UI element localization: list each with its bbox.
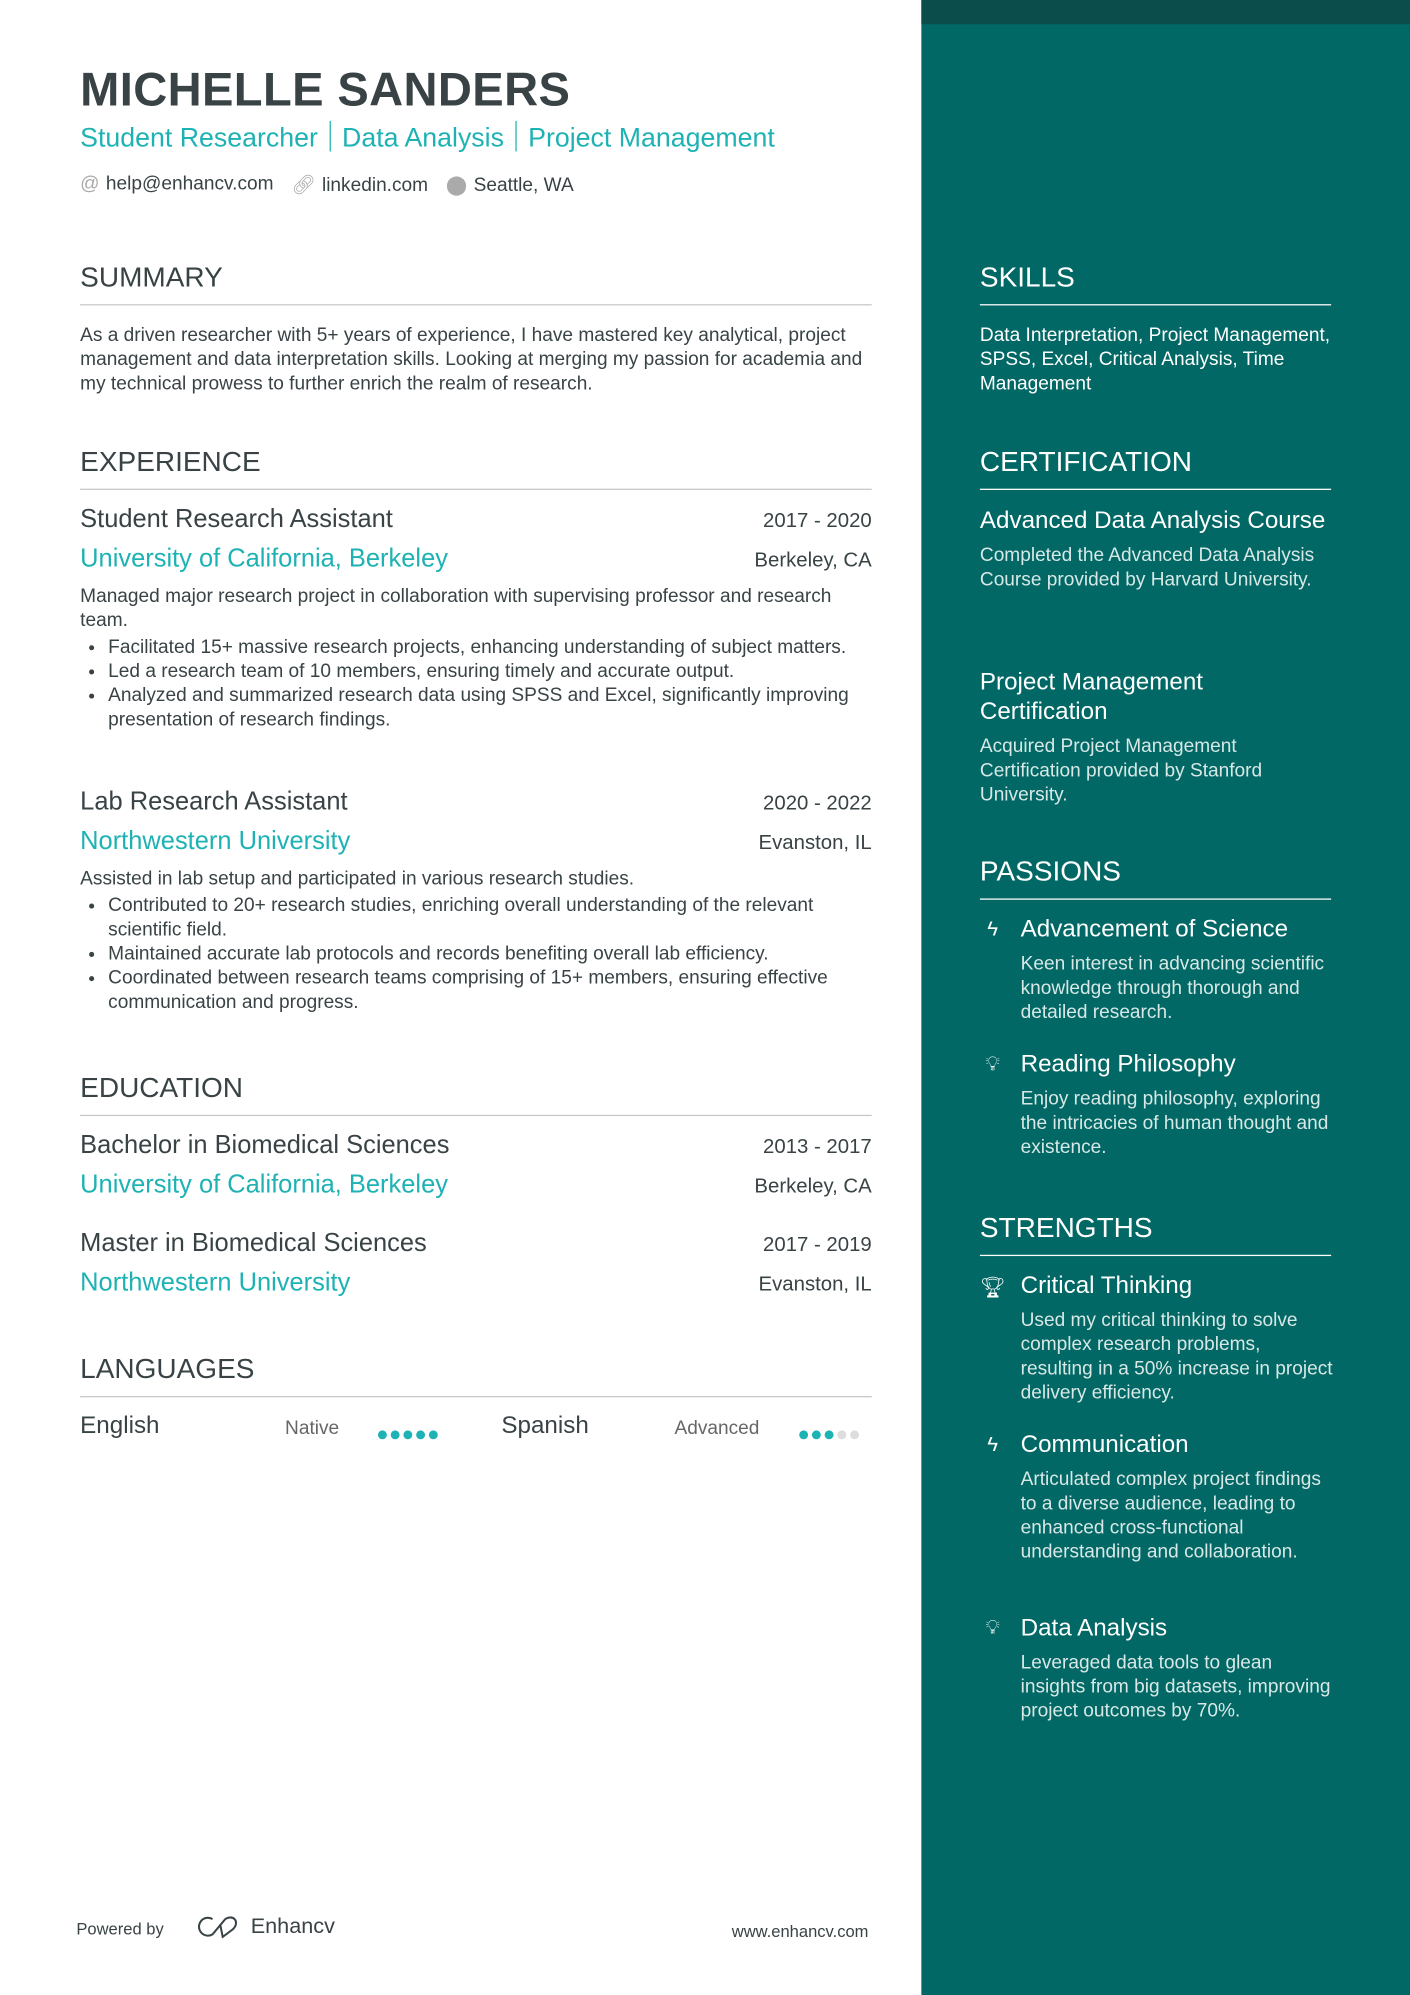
contact-info (80, 173, 574, 196)
linkedin-text: linkedin.com (321, 174, 429, 196)
rating-dot-filled (403, 1430, 412, 1439)
job-dates: 2017 - 2020 (763, 510, 872, 532)
rating-dot-filled (799, 1430, 808, 1439)
strength-title: Data Analysis (1020, 1614, 1168, 1642)
headline-item: Student Researcher (80, 123, 318, 153)
strength-item (980, 1432, 1336, 1564)
rating-dot-filled (429, 1430, 438, 1439)
enhancv-logo[interactable] (195, 1914, 335, 1939)
strength-desc: Leveraged data tools to glean insights from big datasets, improving project outcomes by 70%. (1020, 1651, 1331, 1722)
lightbulb-icon: 💡︎ (985, 1617, 1000, 1640)
company-name: Northwestern University (80, 827, 351, 856)
job-title: Student Research Assistant (80, 505, 393, 534)
rating-dot-filled (378, 1430, 387, 1439)
candidate-name: MICHELLE SANDERS (80, 63, 571, 116)
passions-heading: PASSIONS (980, 855, 1331, 900)
enhancv-logo-icon (195, 1914, 241, 1939)
rating-dot-filled (416, 1430, 425, 1439)
website-link[interactable]: www.enhancv.com (731, 1921, 869, 1941)
powered-by-label: Powered by (76, 1919, 164, 1939)
rating-dot-filled (825, 1430, 834, 1439)
bullet: • Led a research team of 10 members, ensuring timely and accurate output. (108, 659, 872, 683)
language-name: English (80, 1412, 160, 1440)
certification-item (980, 506, 1331, 591)
strength-desc: Used my critical thinking to solve complex research problems, resulting in a 50% increase in project delivery efficiency. (1020, 1309, 1333, 1404)
sidebar-top-strip (921, 0, 1410, 24)
job-location: Evanston, IL (758, 832, 872, 854)
job-title: Lab Research Assistant (80, 787, 348, 816)
strength-item (980, 1615, 1336, 1723)
language-name: Spanish (501, 1412, 589, 1440)
rating-dot-filled (391, 1430, 400, 1439)
language-level: Native (285, 1417, 340, 1440)
summary-text: As a driven researcher with 5+ years of experience, I have mastered key analytical, project management and data interpretation skills. Looking at merging my passion for academia and my technical prowess to further enrich the realm of research. (80, 324, 863, 395)
strength-title: Critical Thinking (1020, 1272, 1193, 1300)
edu-location: Evanston, IL (758, 1273, 872, 1296)
school-name: Northwestern University (80, 1268, 351, 1297)
job-location: Berkeley, CA (754, 549, 872, 572)
school-name: University of California, Berkeley (80, 1170, 448, 1199)
at-icon: @ (80, 173, 100, 195)
language-rating (799, 1423, 863, 1446)
languages-heading: LANGUAGES (80, 1353, 872, 1398)
passion-item (980, 1051, 1336, 1159)
rating-dot-empty (837, 1430, 846, 1439)
job-description: Managed major research project in collaboration with supervising professor and research team. (80, 585, 832, 632)
headline (80, 121, 775, 154)
certification-desc: Acquired Project Management Certification provided by Stanford University. (979, 735, 1263, 806)
divider (329, 121, 330, 152)
bullet: • Maintained accurate lab protocols and records benefiting overall lab efficiency. (108, 942, 872, 966)
headline-item: Project Management (528, 123, 775, 153)
edu-location: Berkeley, CA (754, 1175, 872, 1198)
summary-heading: SUMMARY (80, 261, 872, 306)
brand-name: Enhancv (250, 1913, 335, 1939)
certification-title: Project Management Certification (979, 669, 1204, 726)
degree: Bachelor in Biomedical Sciences (80, 1131, 450, 1160)
certification-heading: CERTIFICATION (980, 445, 1331, 490)
company-name: University of California, Berkeley (80, 544, 448, 573)
certification-desc: Completed the Advanced Data Analysis Course provided by Harvard University. (979, 544, 1315, 591)
strength-title: Communication (1020, 1431, 1189, 1459)
language-rating (378, 1423, 442, 1446)
edu-dates: 2017 - 2019 (763, 1234, 872, 1257)
rating-dot-empty (850, 1430, 859, 1439)
job-bullets (80, 635, 872, 732)
skills-text: Data Interpretation, Project Management, SPSS, Excel, Critical Analysis, Time Management (979, 324, 1331, 395)
degree: Master in Biomedical Sciences (80, 1229, 427, 1258)
education-heading: EDUCATION (80, 1072, 872, 1117)
passion-desc: Enjoy reading philosophy, exploring the intricacies of human thought and existence. (1020, 1088, 1329, 1159)
trophy-icon: 🏆︎ (979, 1277, 1006, 1300)
experience-heading: EXPERIENCE (80, 445, 872, 490)
contact-email[interactable] (80, 173, 273, 196)
certification-title: Advanced Data Analysis Course (979, 507, 1326, 535)
edu-dates: 2013 - 2017 (763, 1136, 872, 1159)
passion-title: Reading Philosophy (1020, 1051, 1236, 1078)
job-dates: 2020 - 2022 (763, 792, 872, 815)
passion-item (980, 916, 1336, 1024)
education-item (80, 1131, 872, 1200)
contact-linkedin[interactable] (291, 173, 428, 196)
strengths-heading: STRENGTHS (980, 1212, 1331, 1257)
location-pin-icon: ⬤ (445, 174, 468, 196)
skills-heading: SKILLS (980, 261, 1331, 306)
lightbulb-icon: 💡︎ (985, 1053, 1000, 1076)
bullet: • Analyzed and summarized research data using SPSS and Excel, significantly improving presentation of research findings. (108, 683, 872, 731)
contact-location (446, 173, 574, 196)
strength-item (980, 1273, 1336, 1405)
lightning-icon: ϟ (987, 918, 999, 941)
bullet: • Contributed to 20+ research studies, enriching overall understanding of the relevant scientific field. (108, 893, 872, 941)
strength-desc: Articulated complex project findings to a diverse audience, leading to enhanced cross-functional understanding and collaboration. (1020, 1468, 1321, 1563)
passion-title: Advancement of Science (1020, 916, 1289, 943)
certification-item (980, 668, 1331, 807)
education-item (80, 1229, 872, 1298)
location-text: Seattle, WA (473, 174, 574, 196)
job-bullets (80, 893, 872, 1014)
passion-desc: Keen interest in advancing scientific knowledge through thorough and detailed research. (1020, 953, 1325, 1024)
divider (515, 121, 516, 152)
rating-dot-filled (812, 1430, 821, 1439)
job-description: Assisted in lab setup and participated in various research studies. (80, 867, 635, 890)
bullet: • Facilitated 15+ massive research projects, enhancing understanding of subject matters. (108, 635, 872, 659)
link-icon: 🔗︎ (291, 174, 316, 196)
experience-item (80, 505, 872, 732)
headline-item: Data Analysis (342, 123, 504, 153)
language-level: Advanced (674, 1417, 760, 1440)
bullet: • Coordinated between research teams comprising of 15+ members, ensuring effective communication and progress. (108, 966, 872, 1014)
email-text: help@enhancv.com (105, 173, 274, 195)
experience-item (80, 788, 872, 1015)
lightning-icon: ϟ (987, 1434, 999, 1456)
